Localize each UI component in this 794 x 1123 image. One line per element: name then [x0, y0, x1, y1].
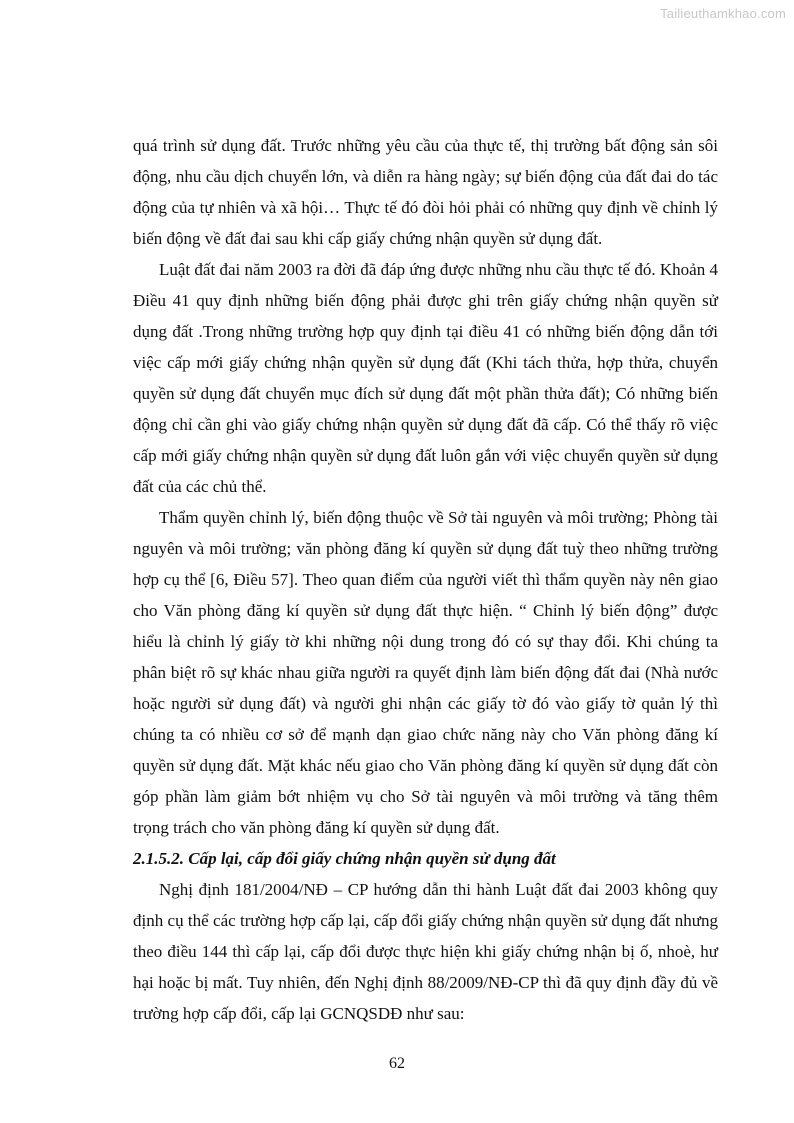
- paragraph-continuation: quá trình sử dụng đất. Trước những yêu cầu của thực tế, thị trường bất động sản sôi động, nhu cầu dịch chuyển lớn, và diễn ra hàng ngày; sự biến động của đất đai do tác động của tự nhiên và xã hội… Thực tế đó đòi hỏi phải có những quy định về chỉnh lý biến động về đất đai sau khi cấp giấy chứng nhận quyền sử dụng đất.: [133, 136, 718, 248]
- paragraph-land-law-2003: Luật đất đai năm 2003 ra đời đã đáp ứng được những nhu cầu thực tế đó. Khoản 4 Điều 41 quy định những biến động phải được ghi trên giấy chứng nhận quyền sử dụng đất .Trong những trường hợp quy định tại điều 41 có những biến động dẫn tới việc cấp mới giấy chứng nhận quyền sử dụng đất (Khi tách thửa, hợp thửa, chuyển quyền sử dụng đất chuyển mục đích sử dụng đất một phần thửa đất); Có những biến động chỉ cần ghi vào giấy chứng nhận quyền sử dụng đất đã cấp. Có thể thấy rõ việc cấp mới giấy chứng nhận quyền sử dụng đất luôn gắn với việc chuyển quyền sử dụng đất của các chủ thể.: [133, 260, 718, 496]
- watermark-text: Tailieuthamkhao.com: [660, 6, 786, 21]
- page-number: 62: [389, 1055, 405, 1072]
- section-heading: 2.1.5.2. Cấp lại, cấp đổi giấy chứng nhận quyền sử dụng đất: [133, 849, 556, 868]
- paragraph-authority: Thẩm quyền chỉnh lý, biến động thuộc về Sở tài nguyên và môi trường; Phòng tài nguyên và môi trường; văn phòng đăng kí quyền sử dụng đất tuỳ theo những trường hợp cụ thể [6, Điều 57]. Theo quan điểm của người viết thì thẩm quyền này nên giao cho Văn phòng đăng kí quyền sử dụng đất thực hiện. “ Chỉnh lý biến động” được hiểu là chỉnh lý giấy tờ khi những nội dung trong đó có sự thay đổi. Khi chúng ta phân biệt rõ sự khác nhau giữa người ra quyết định làm biến động đất đai (Nhà nước hoặc người sử dụng đất) và người ghi nhận các giấy tờ đó vào giấy tờ quản lý thì chúng ta có nhiều cơ sở để mạnh dạn giao chức năng này cho Văn phòng đăng kí quyền sử dụng đất. Mặt khác nếu giao cho Văn phòng đăng kí quyền sử dụng đất còn góp phần làm giảm bớt nhiệm vụ cho Sở tài nguyên và môi trường và tăng thêm trọng trách cho văn phòng đăng kí quyền sử dụng đất.: [133, 508, 718, 837]
- paragraph-decree: Nghị định 181/2004/NĐ – CP hướng dẫn thi hành Luật đất đai 2003 không quy định cụ thể các trường hợp cấp lại, cấp đổi giấy chứng nhận quyền sử dụng đất nhưng theo điều 144 thì cấp lại, cấp đổi được thực hiện khi giấy chứng nhận bị ố, nhoè, hư hại hoặc bị mất. Tuy nhiên, đến Nghị định 88/2009/NĐ-CP thì đã quy định đầy đủ về trường hợp cấp đổi, cấp lại GCNQSDĐ như sau:: [133, 880, 718, 1023]
- document-body: [133, 130, 718, 1029]
